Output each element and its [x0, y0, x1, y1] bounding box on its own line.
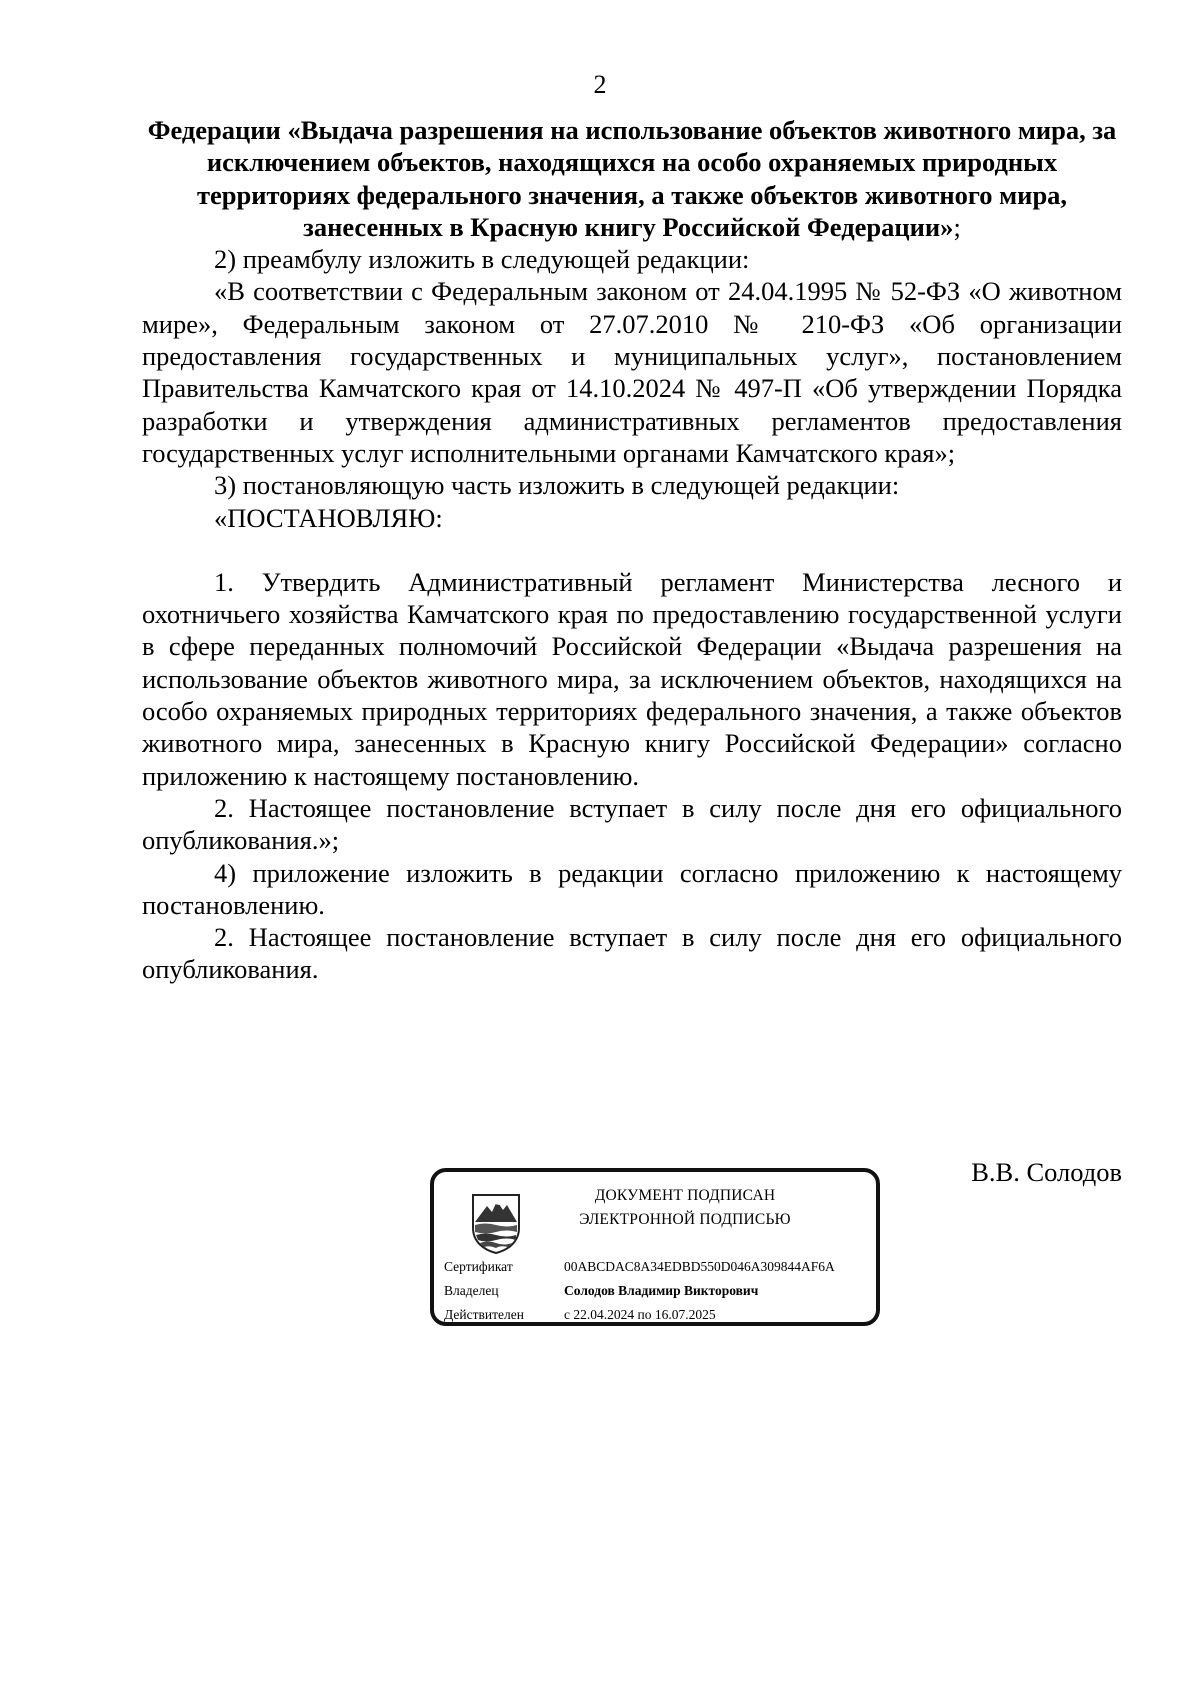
signer-name: В.В. Солодов	[971, 1157, 1122, 1187]
paragraph-entry-into-force: 2. Настоящее постановление вступает в силу после дня его официального опубликования.	[142, 922, 1122, 985]
stamp-owner-row	[444, 1282, 758, 1300]
document-body	[142, 114, 1122, 986]
title-tail: ;	[953, 211, 961, 242]
stamp-validity-label: Действителен	[444, 1307, 524, 1322]
kamchatka-coat-of-arms-icon	[470, 1192, 522, 1254]
title-bold-text: Федерации «Выдача разрешения на использование объектов животного мира, за исключением объектов, находящихся на особо охраняемых природных территориях федерального значения, а также объектов животного мира, занесенных в Красную книгу Российской Федерации»	[147, 115, 1117, 242]
spacer	[142, 534, 1122, 566]
stamp-heading-line-2: ЭЛЕКТРОННОЙ ПОДПИСЬЮ	[579, 1211, 791, 1228]
stamp-owner-label: Владелец	[444, 1283, 499, 1298]
paragraph-appendix: 4) приложение изложить в редакции согласно приложению к настоящему постановлению.	[142, 857, 1122, 920]
paragraph-postanovlyayu: «ПОСТАНОВЛЯЮ:	[214, 502, 443, 533]
stamp-certificate-value: 00ABCDAC8A34EDBD550D046A309844AF6A	[564, 1259, 835, 1274]
stamp-owner-value: Солодов Владимир Викторович	[564, 1283, 759, 1298]
stamp-heading-line-1: ДОКУМЕНТ ПОДПИСАН	[594, 1187, 776, 1204]
paragraph-preamble-text: «В соответствии с Федеральным законом от 24.04.1995 № 52-ФЗ «О животном мире», Федеральным законом от 27.07.2010 № 210-ФЗ «Об организации предоставления государственных и муниципальных услуг», постановлением Правительства Камчатского края от 14.10.2024 № 497-П «Об утверждении Порядка разработки и утверждения административных регламентов предоставления государственных услуг исполнительными органами Камчатского края»;	[142, 276, 1122, 468]
document-title	[142, 114, 1122, 243]
electronic-signature-stamp	[430, 1168, 880, 1326]
paragraph-item-1: 1. Утвердить Административный регламент Министерства лесного и охотничьего хозяйства Камчатского края по предоставлению государственной услуги в сфере переданных полномочий Российской Федерации «Выдача разрешения на использование объектов животного мира, за исключением объектов, находящихся на особо охраняемых природных территориях федерального значения, а также объектов животного мира, занесенных в Красную книгу Российской Федерации» согласно приложению к настоящему постановлению.	[142, 566, 1122, 791]
stamp-heading	[534, 1184, 836, 1232]
stamp-certificate-row	[444, 1258, 835, 1276]
paragraph-preamble-intro: 2) преамбулу изложить в следующей редакции:	[214, 244, 750, 275]
stamp-certificate-label: Сертификат	[444, 1259, 513, 1274]
stamp-validity-value: с 22.04.2024 по 16.07.2025	[564, 1307, 716, 1322]
stamp-validity-row	[444, 1306, 716, 1324]
paragraph-item-2-quoted: 2. Настоящее постановление вступает в силу после дня его официального опубликования.»;	[142, 792, 1122, 856]
page-number: 2	[593, 70, 607, 99]
paragraph-operative-intro: 3) постановляющую часть изложить в следующей редакции:	[214, 470, 900, 501]
